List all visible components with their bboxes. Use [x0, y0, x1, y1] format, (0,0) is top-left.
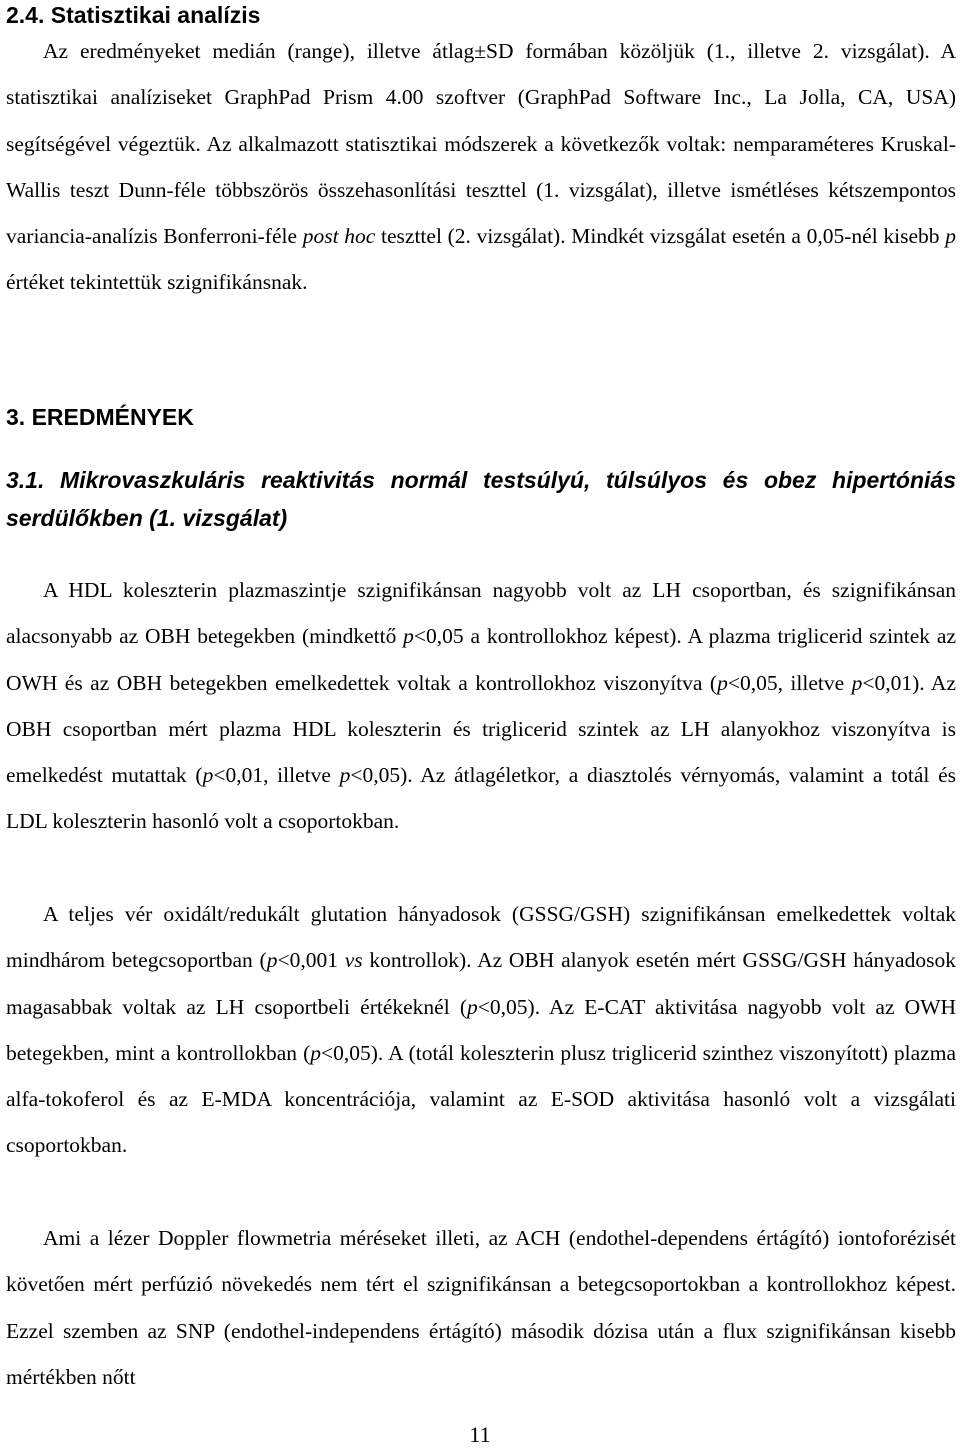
text-run: <0,01). Az OBH csoportban mért plazma HDL koleszterin és triglicerid szintek az LH alanyokhoz viszonyítva is emelkedést mutattak (	[6, 670, 956, 788]
text-run: Ami a lézer Doppler flowmetria méréseket illeti, az ACH (endothel-dependens értágító) iontoforézisét követően mért perfúzió növekedés nem tért el szignifikánsan a betegcsoportokban a kontrollokhoz képest. Ezzel szemben az SNP (endothel-independens értágító) második dózisa után a flux szignifikánsan kisebb mértékben nőtt	[6, 1226, 956, 1389]
text-run: teszttel (2. vizsgálat). Mindkét vizsgálat esetén a 0,05-nél kisebb	[375, 224, 946, 249]
italic-text-run: p	[403, 624, 414, 649]
text-run: A HDL koleszterin plazmaszintje szignifikánsan nagyobb volt az LH csoportban, és szignifikánsan alacsonyabb az OBH betegekben (mindkettő	[6, 578, 956, 649]
text-run: <0,05 a kontrollokhoz képest). A plazma triglicerid szintek az OWH és az OBH betegekben emelkedettek voltak a kontrollokhoz viszonyítva (	[6, 624, 956, 695]
section-heading-results: 3. EREDMÉNYEK	[6, 404, 194, 430]
italic-text-run: vs	[344, 948, 363, 973]
paragraph-glutathione	[6, 891, 956, 1169]
paragraph-statistics	[6, 28, 956, 306]
text-run: kontrollok). Az OBH alanyok esetén mért GSSG/GSH hányadosok magasabbak voltak az LH csoportbeli értékeknél (	[6, 948, 956, 1019]
italic-text-run: p	[202, 763, 214, 788]
paragraph-hdl-triglyceride	[6, 567, 956, 845]
text-run: Az eredményeket medián (range), illetve átlag±SD formában közöljük (1., illetve 2. vizsgálat). A statisztikai analíziseket GraphPad Prism 4.00 szoftver (GraphPad Software Inc., La Jolla, CA, USA) segítségével végeztük. Az alkalmazott statisztikai módszerek a következők voltak: nemparaméteres Kruskal-Wallis teszt Dunn-féle többszörös összehasonlítási teszttel (1. vizsgálat), illetve ismétléses kétszempontos variancia-analízis Bonferroni-féle	[6, 39, 956, 249]
paragraph-laser-doppler	[6, 1215, 956, 1400]
italic-text-run: p	[467, 994, 478, 1019]
text-run: <0,05, illetve	[727, 670, 852, 695]
italic-text-run: p	[945, 224, 956, 249]
italic-text-run: p	[851, 670, 863, 695]
italic-text-run: p	[717, 670, 728, 695]
text-run: <0,05). Az E-CAT aktivitása nagyobb volt az OWH betegekben, mint a kontrollokban (	[6, 994, 957, 1065]
text-run: <0,05). Az átlagéletkor, a diasztolés vérnyomás, valamint a totál és LDL koleszterin hasonló volt a csoportokban.	[6, 763, 956, 834]
text-run: értéket tekintettük szignifikánsnak.	[6, 270, 308, 295]
text-run: <0,001	[277, 948, 345, 973]
text-run: A teljes vér oxidált/redukált glutation hányadosok (GSSG/GSH) szignifikánsan emelkedettek voltak mindhárom betegcsoportban (	[6, 902, 956, 973]
subsection-heading-microvascular: 3.1. Mikrovaszkuláris reaktivitás normál testsúlyú, túlsúlyos és obez hipertóniás serdülőkben (1. vizsgálat)	[6, 467, 956, 531]
text-run: <0,05). A (totál koleszterin plusz triglicerid szinthez viszonyított) plazma alfa-tokoferol és az E-MDA koncentrációja, valamint az E-SOD aktivitása hasonló volt a vizsgálati csoportokban.	[6, 1040, 956, 1158]
italic-text-run: p	[339, 763, 351, 788]
text-run: <0,01, illetve	[213, 763, 340, 788]
page-number: 11	[469, 1422, 491, 1447]
italic-text-run: p	[310, 1040, 322, 1065]
italic-text-run: p	[266, 948, 278, 973]
section-heading-statistics: 2.4. Statisztikai analízis	[6, 2, 261, 28]
italic-text-run: post hoc	[302, 224, 376, 249]
